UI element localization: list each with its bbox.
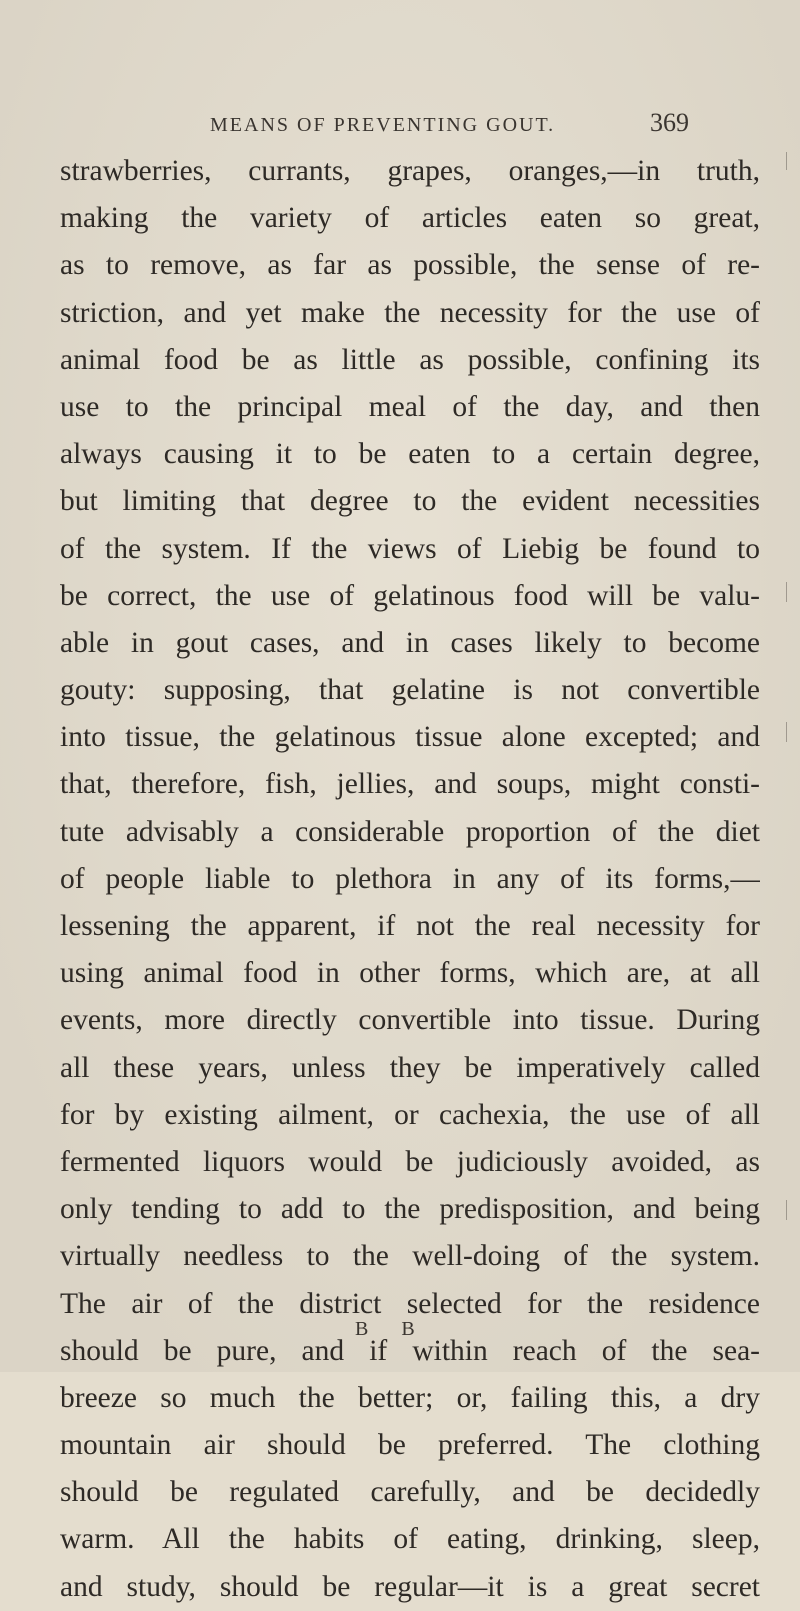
text-line: be correct, the use of gelatinous food will be valu- xyxy=(60,579,760,612)
margin-mark xyxy=(786,152,787,170)
text-line: of people liable to plethora in any of its forms,— xyxy=(60,862,760,895)
page-number: 369 xyxy=(650,108,689,137)
text-line: able in gout cases, and in cases likely to become xyxy=(60,626,760,659)
text-line: should be regulated carefully, and be decidedly xyxy=(60,1476,760,1509)
text-line: strawberries, currants, grapes, oranges,—in truth, xyxy=(60,155,760,187)
text-line: but limiting that degree to the evident necessities xyxy=(60,485,760,518)
text-line: fermented liquors would be judiciously avoided, as xyxy=(60,1145,760,1178)
text-line: as to remove, as far as possible, the sense of re- xyxy=(60,249,760,282)
text-line: all these years, unless they be imperatively called xyxy=(60,1051,760,1084)
text-line: animal food be as little as possible, confining its xyxy=(60,343,760,376)
text-line: tute advisably a considerable proportion of the diet xyxy=(60,815,760,848)
margin-mark xyxy=(786,1200,787,1220)
text-line: should be pure, and if within reach of the sea- xyxy=(60,1334,760,1367)
text-line: The air of the district selected for the residence xyxy=(60,1287,760,1320)
text-line: striction, and yet make the necessity for the use of xyxy=(60,296,760,329)
margin-mark xyxy=(786,722,787,742)
text-line: gouty: supposing, that gelatine is not convertible xyxy=(60,674,760,707)
signature-mark: B B xyxy=(355,1318,429,1340)
text-line: that, therefore, fish, jellies, and soups, might consti- xyxy=(60,768,760,801)
text-line: into tissue, the gelatinous tissue alone excepted; and xyxy=(60,721,760,754)
text-line: making the variety of articles eaten so great, xyxy=(60,202,760,235)
text-line: and study, should be regular—it is a great secret xyxy=(60,1570,760,1603)
text-line: events, more directly convertible into tissue. During xyxy=(60,1004,760,1037)
text-line: breeze so much the better; or, failing this, a dry xyxy=(60,1381,760,1414)
text-line: mountain air should be preferred. The clothing xyxy=(60,1429,760,1462)
text-line: warm. All the habits of eating, drinking, sleep, xyxy=(60,1523,760,1556)
text-line: virtually needless to the well-doing of the system. xyxy=(60,1240,760,1273)
body-text xyxy=(60,148,760,1611)
text-line: for by existing ailment, or cachexia, the use of all xyxy=(60,1098,760,1131)
text-line: of the system. If the views of Liebig be found to xyxy=(60,532,760,565)
text-line: using animal food in other forms, which are, at all xyxy=(60,957,760,990)
text-line: only tending to add to the predisposition, and being xyxy=(60,1193,760,1226)
margin-mark xyxy=(786,582,787,602)
text-line: always causing it to be eaten to a certain degree, xyxy=(60,438,760,471)
text-line: lessening the apparent, if not the real necessity for xyxy=(60,910,760,942)
text-line: use to the principal meal of the day, and then xyxy=(60,390,760,423)
running-title: MEANS OF PREVENTING GOUT. xyxy=(210,114,556,136)
